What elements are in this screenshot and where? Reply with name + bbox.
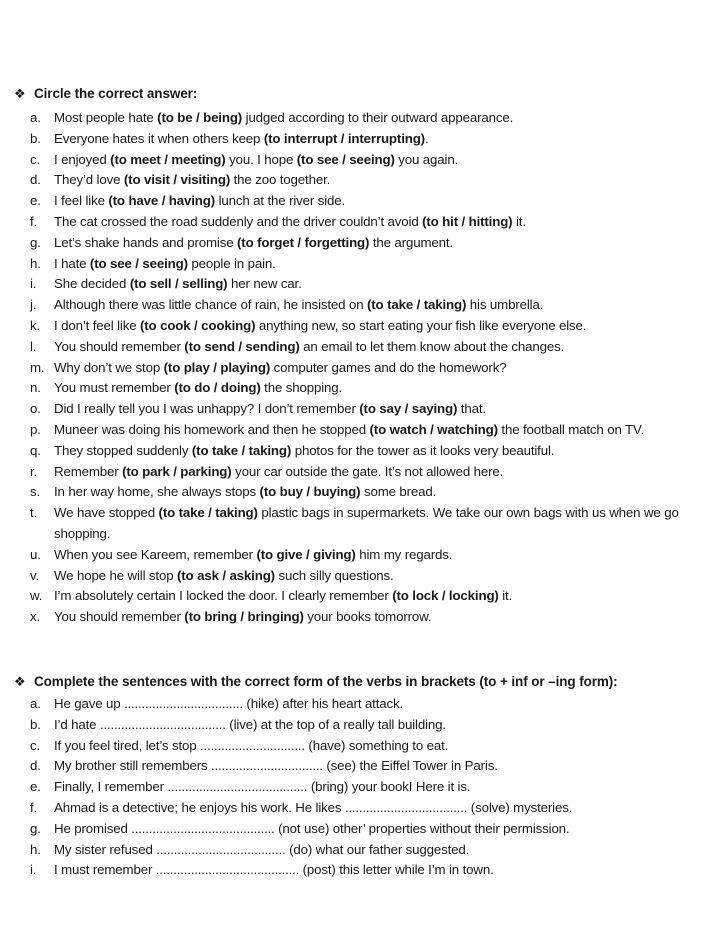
item-letter: e.	[30, 193, 41, 209]
sentence-text: She decided	[54, 276, 130, 292]
item-sentence	[54, 840, 710, 861]
item-sentence	[54, 150, 710, 171]
item-letter: t.	[30, 505, 38, 521]
list-item	[30, 586, 710, 607]
item-letter: o.	[30, 401, 41, 417]
answer-choice: (to see / seeing)	[296, 151, 395, 167]
sentence-text: I’d hate	[54, 716, 100, 732]
item-letter: b.	[30, 716, 41, 732]
answer-choice: (to ask / asking)	[177, 567, 275, 583]
sentence-text: We have stopped	[54, 505, 159, 521]
item-sentence	[54, 736, 710, 757]
section1-list	[30, 108, 710, 628]
list-item	[30, 316, 710, 337]
sentence-text: plastic bags in supermarkets. We take our own bags with us when we go shopping.	[54, 505, 679, 541]
item-sentence	[54, 233, 710, 254]
sentence-text: (hike) after his heart attack.	[242, 696, 404, 711]
sentence-text: you again.	[394, 151, 459, 167]
sentence-text: people in pain.	[187, 255, 276, 271]
item-letter: b.	[30, 130, 41, 146]
sentence-text: When you see Kareem, remember	[54, 546, 257, 562]
answer-choice: (to cook / cooking)	[140, 317, 256, 333]
item-letter: g.	[30, 820, 41, 836]
answer-blank: ..............................	[200, 737, 305, 753]
sentence-text: I must remember	[54, 862, 156, 878]
item-sentence	[54, 358, 710, 379]
list-item	[30, 736, 710, 757]
answer-blank: .........................................	[155, 862, 300, 878]
item-sentence	[54, 441, 710, 462]
item-sentence	[54, 545, 710, 566]
sentence-text: My sister refused	[54, 841, 157, 857]
item-sentence	[54, 756, 710, 777]
sentence-text: judged according to their outward appearance.	[242, 110, 514, 125]
sentence-text: his umbrella.	[466, 297, 544, 313]
sentence-text: your car outside the gate. It’s not allowed here.	[231, 463, 504, 479]
sentence-text: They stopped suddenly	[54, 442, 192, 458]
sentence-text: .	[424, 130, 429, 146]
sentence-text: He promised	[54, 820, 132, 836]
item-sentence	[54, 191, 710, 212]
item-sentence	[54, 860, 710, 881]
sentence-text: lunch at the river side.	[215, 193, 346, 209]
sentence-text: Remember	[54, 463, 123, 479]
sentence-text: I enjoyed	[54, 151, 111, 167]
item-sentence	[54, 170, 710, 191]
list-item	[30, 819, 710, 840]
answer-blank: ...................................	[344, 799, 468, 815]
item-letter: i.	[30, 276, 37, 292]
item-letter: h.	[30, 255, 41, 271]
item-sentence	[54, 378, 710, 399]
item-sentence	[54, 482, 710, 503]
sentence-text: Finally, I remember	[54, 779, 168, 795]
diamond-bullet-icon: ❖	[14, 674, 26, 689]
sentence-text: some bread.	[360, 484, 437, 500]
item-sentence	[54, 777, 710, 798]
item-letter: r.	[30, 463, 38, 479]
answer-blank: ..................................	[124, 696, 243, 711]
list-item	[30, 420, 710, 441]
item-sentence	[54, 715, 710, 736]
item-letter: s.	[30, 484, 41, 500]
item-letter: c.	[30, 151, 41, 167]
item-sentence	[54, 798, 710, 819]
list-item	[30, 715, 710, 736]
list-item	[30, 254, 710, 275]
sentence-text: The cat crossed the road suddenly and the driver couldn’t avoid	[54, 213, 423, 229]
sentence-text: you. I hope	[225, 151, 297, 167]
item-letter: d.	[30, 758, 41, 774]
sentence-text: an email to let them know about the changes.	[299, 338, 565, 354]
list-item	[30, 358, 710, 379]
sentence-text: computer games and do the homework?	[270, 359, 507, 375]
answer-choice: (to play / playing)	[163, 359, 271, 375]
answer-choice: (to park / parking)	[122, 463, 232, 479]
sentence-text: the argument.	[369, 234, 453, 250]
item-letter: q.	[30, 442, 41, 458]
answer-choice: (to give / giving)	[256, 546, 356, 562]
item-letter: k.	[30, 317, 41, 333]
sentence-text: Ahmad is a detective; he enjoys his work. He likes	[54, 799, 345, 815]
sentence-text: They’d love	[54, 172, 124, 188]
sentence-text: Everyone hates it when others keep	[54, 130, 264, 146]
item-sentence	[54, 274, 710, 295]
section1-title: Circle the correct answer:	[34, 86, 198, 101]
list-item	[30, 462, 710, 483]
sentence-text: Muneer was doing his homework and then he stopped	[54, 421, 370, 437]
sentence-text: Did I really tell you I was unhappy? I don’t remember	[54, 401, 360, 417]
sentence-text: the shopping.	[260, 380, 343, 396]
sentence-text: Why don’t we stop	[54, 359, 164, 375]
list-item	[30, 129, 710, 150]
sentence-text: (post) this letter while I’m in town.	[299, 862, 494, 878]
answer-choice: (to say / saying)	[359, 401, 458, 417]
answer-choice: (to buy / buying)	[259, 484, 361, 500]
sentence-text: the football match on TV.	[497, 421, 645, 437]
list-item	[30, 233, 710, 254]
list-item	[30, 108, 710, 129]
list-item	[30, 150, 710, 171]
item-letter: h.	[30, 841, 41, 857]
sentence-text: (not use) other’ properties without their permission.	[274, 820, 570, 836]
list-item	[30, 777, 710, 798]
answer-blank: ................................	[211, 758, 323, 774]
sentence-text: her new car.	[227, 276, 302, 292]
item-letter: a.	[30, 110, 41, 125]
sentence-text: that.	[457, 401, 486, 417]
sentence-text: You should remember	[54, 609, 185, 625]
item-sentence	[54, 399, 710, 420]
list-item	[30, 798, 710, 819]
answer-choice: (to take / taking)	[367, 297, 467, 313]
item-letter: w.	[30, 588, 43, 604]
answer-choice: (to be / being)	[157, 110, 243, 125]
sentence-text: My brother still remembers	[54, 758, 212, 774]
sentence-text: such silly questions.	[274, 567, 394, 583]
item-sentence	[54, 462, 710, 483]
item-sentence	[54, 254, 710, 275]
list-item	[30, 378, 710, 399]
list-item	[30, 212, 710, 233]
list-item	[30, 170, 710, 191]
sentence-text: (solve) mysteries.	[467, 799, 573, 815]
sentence-text: Most people hate	[54, 110, 158, 125]
item-letter: i.	[30, 862, 37, 878]
item-sentence	[54, 503, 710, 545]
sentence-text: (do) what our father suggested.	[285, 841, 470, 857]
sentence-text: anything new, so start eating your fish like everyone else.	[255, 317, 587, 333]
item-sentence	[54, 694, 710, 715]
answer-choice: (to visit / visiting)	[123, 172, 231, 188]
item-letter: m.	[30, 359, 45, 375]
item-sentence	[54, 607, 710, 628]
item-sentence	[54, 566, 710, 587]
list-item	[30, 337, 710, 358]
sentence-text: Let’s shake hands and promise	[54, 234, 238, 250]
item-sentence	[54, 819, 710, 840]
answer-choice: (to have / having)	[108, 193, 216, 209]
list-item	[30, 607, 710, 628]
item-sentence	[54, 129, 710, 150]
list-item	[30, 503, 710, 545]
item-sentence	[54, 316, 710, 337]
sentence-text: (live) at the top of a really tall building.	[225, 716, 446, 732]
section1-heading	[14, 86, 197, 102]
answer-choice: (to do / doing)	[174, 380, 261, 396]
sentence-text: You should remember	[54, 338, 185, 354]
list-item	[30, 441, 710, 462]
list-item	[30, 191, 710, 212]
list-item	[30, 399, 710, 420]
item-letter: g.	[30, 234, 41, 250]
answer-choice: (to hit / hitting)	[422, 213, 513, 229]
sentence-text: If you feel tired, let’s stop	[54, 737, 201, 753]
list-item	[30, 482, 710, 503]
section2-list	[30, 694, 710, 881]
list-item	[30, 694, 710, 715]
list-item	[30, 566, 710, 587]
answer-choice: (to send / sending)	[184, 338, 300, 354]
item-sentence	[54, 212, 710, 233]
list-item	[30, 756, 710, 777]
answer-blank: ........................................	[167, 779, 308, 795]
sentence-text: the zoo together.	[230, 172, 331, 188]
item-sentence	[54, 420, 710, 441]
item-sentence	[54, 337, 710, 358]
sentence-text: (see) the Eiffel Tower in Paris.	[322, 758, 498, 774]
item-sentence	[54, 586, 710, 607]
item-letter: l.	[30, 338, 37, 354]
sentence-text: I’m absolutely certain I locked the door. I clearly remember	[54, 588, 393, 604]
sentence-text: photos for the tower as it looks very beautiful.	[291, 442, 555, 458]
answer-choice: (to sell / selling)	[129, 276, 228, 292]
sentence-text: In her way home, she always stops	[54, 484, 260, 500]
answer-choice: (to forget / forgetting)	[237, 234, 370, 250]
item-letter: f.	[30, 213, 38, 229]
answer-choice: (to bring / bringing)	[184, 609, 304, 625]
answer-choice: (to take / taking)	[191, 442, 292, 458]
section2-heading	[14, 674, 618, 690]
item-letter: c.	[30, 737, 41, 753]
sentence-text: it.	[512, 213, 526, 229]
answer-blank: .........................................	[131, 820, 275, 836]
item-letter: v.	[30, 567, 40, 583]
item-letter: x.	[30, 609, 41, 625]
answer-blank: ....................................	[99, 716, 226, 732]
item-letter: d.	[30, 172, 41, 188]
sentence-text: Although there was little chance of rain, he insisted on	[54, 297, 367, 313]
sentence-text: You must remember	[54, 380, 175, 396]
list-item	[30, 295, 710, 316]
answer-choice: (to see / seeing)	[89, 255, 188, 271]
item-sentence	[54, 295, 710, 316]
sentence-text: He gave up	[54, 696, 125, 711]
sentence-text: (have) something to eat.	[304, 737, 449, 753]
item-letter: p.	[30, 421, 41, 437]
sentence-text: I feel like	[54, 193, 109, 209]
answer-choice: (to interrupt / interrupting)	[263, 130, 425, 146]
section2-title: Complete the sentences with the correct form of the verbs in brackets (to + inf or –ing form):	[34, 674, 618, 689]
sentence-text: your books tomorrow.	[303, 609, 432, 625]
item-letter: e.	[30, 779, 41, 795]
item-sentence	[54, 108, 710, 129]
sentence-text: We hope he will stop	[54, 567, 177, 583]
list-item	[30, 274, 710, 295]
sentence-text: I don’t feel like	[54, 317, 140, 333]
list-item	[30, 860, 710, 881]
item-letter: u.	[30, 546, 41, 562]
answer-blank: .....................................	[156, 841, 286, 857]
answer-choice: (to watch / watching)	[369, 421, 498, 437]
list-item	[30, 545, 710, 566]
sentence-text: it.	[498, 588, 513, 604]
diamond-bullet-icon: ❖	[14, 86, 26, 101]
list-item	[30, 840, 710, 861]
answer-choice: (to meet / meeting)	[110, 151, 226, 167]
answer-choice: (to take / taking)	[158, 505, 258, 521]
sentence-text: him my regards.	[355, 546, 453, 562]
item-letter: f.	[30, 799, 38, 815]
sentence-text: (bring) your bookI Here it is.	[307, 779, 471, 795]
sentence-text: I hate	[54, 255, 90, 271]
item-letter: n.	[30, 380, 41, 396]
item-letter: a.	[30, 696, 41, 711]
answer-choice: (to lock / locking)	[392, 588, 499, 604]
item-letter: j.	[30, 297, 37, 313]
